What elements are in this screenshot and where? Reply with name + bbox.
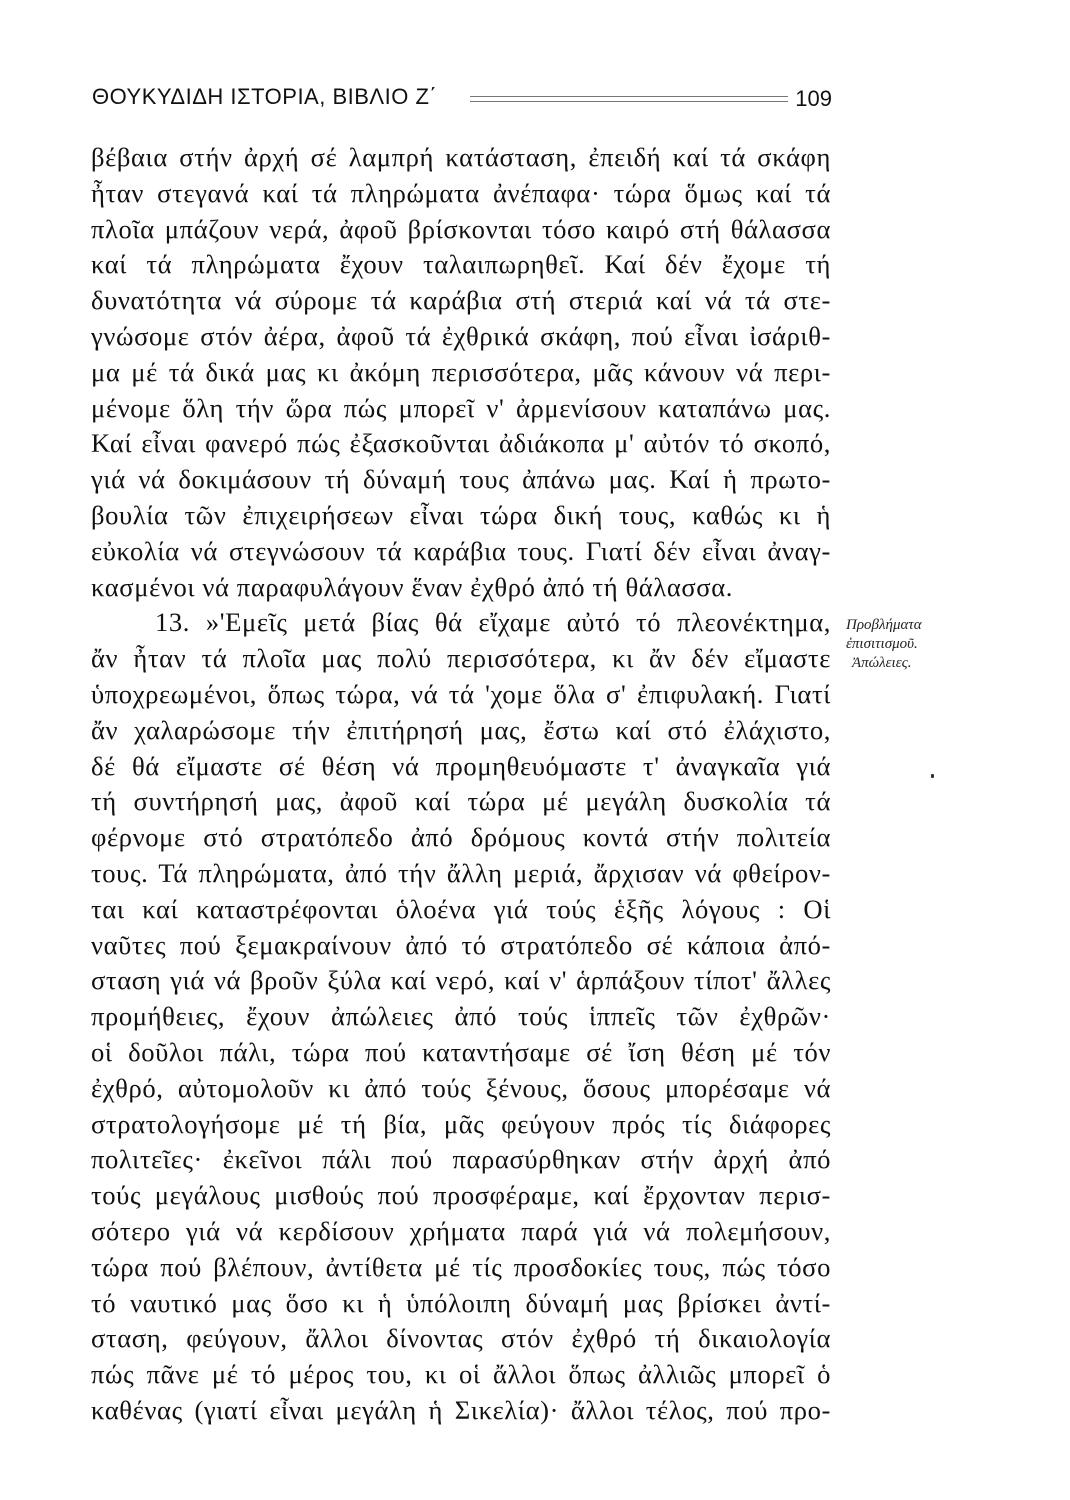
text-line: κασμένοι νά παραφυλάγουν ἕναν ἐχθρό ἀπό τή θάλασσα. xyxy=(91,571,734,602)
text-line: πλοῖα μπάζουν νερά, ἀφοῦ βρίσκονται τόσο καιρό στή θάλασσα xyxy=(91,213,831,244)
text-line: τους. Τά πληρώματα, ἀπό τήν ἄλλη μεριά, ἄρχισαν νά φθείρον- xyxy=(91,857,831,888)
text-line: σταση, φεύγουν, ἄλλοι δίνοντας στόν ἐχθρό τή δικαιολογία xyxy=(91,1323,831,1354)
margin-note xyxy=(846,616,996,673)
body-text xyxy=(91,140,831,1429)
text-line: ὑποχρεωμένοι, ὅπως τώρα, νά τά 'χομε ὅλα σ' ἐπιφυλακή. Γιατί xyxy=(91,678,831,709)
margin-note-line: ἐπισιτισμοῦ. xyxy=(846,636,918,652)
text-line: ἦταν στεγανά καί τά πληρώματα ἀνέπαφα· τώρα ὅμως καί τά xyxy=(91,177,831,208)
text-line: οἱ δοῦλοι πάλι, τώρα πού καταντήσαμε σέ ἴση θέση μέ τόν xyxy=(91,1036,831,1067)
text-line: πολιτεῖες· ἐκεῖνοι πάλι πού παρασύρθηκαν στήν ἀρχή ἀπό xyxy=(91,1144,831,1175)
text-line: γιά νά δοκιμάσουν τή δύναμή τους ἀπάνω μας. Καί ἡ πρωτο- xyxy=(91,464,831,495)
text-line: βέβαια στήν ἀρχή σέ λαμπρή κατάσταση, ἐπειδή καί τά σκάφη xyxy=(91,142,831,172)
text-line: μα μέ τά δικά μας κι ἀκόμη περισσότερα, μᾶς κάνουν νά περι- xyxy=(91,356,831,387)
text-line: δέ θά εἴμαστε σέ θέση νά προμηθευόμαστε τ' ἀναγκαῖα γιά xyxy=(91,750,831,781)
page-number: 109 xyxy=(795,86,832,111)
text-line: τό ναυτικό μας ὅσο κι ἡ ὑπόλοιπη δύναμή μας βρίσκει ἀντί- xyxy=(91,1287,831,1318)
text-line: προμήθειες, ἔχουν ἀπώλειες ἀπό τούς ἱππεῖς τῶν ἐχθρῶν· xyxy=(91,1001,831,1032)
text-line: ἄν ἦταν τά πλοῖα μας πολύ περισσότερα, κι ἄν δέν εἴμαστε xyxy=(91,643,831,674)
text-line: τώρα πού βλέπουν, ἀντίθετα μέ τίς προσδοκίες τους, πώς τόσο xyxy=(91,1251,831,1282)
text-line: τή συντήρησή μας, ἀφοῦ καί τώρα μέ μεγάλη δυσκολία τά xyxy=(91,786,831,817)
page-header xyxy=(92,84,832,114)
text-line: μένομε ὅλη τήν ὥρα πώς μπορεῖ ν' ἀρμενίσουν καταπάνω μας. xyxy=(91,392,831,423)
text-line: ἄν χαλαρώσομε τήν ἐπιτήρησή μας, ἔστω καί στό ἐλάχιστο, xyxy=(91,714,831,745)
text-line: ται καί καταστρέφονται ὁλοένα γιά τούς ἑξῆς λόγους : Οἱ xyxy=(91,893,831,924)
text-line: δυνατότητα νά σύρομε τά καράβια στή στεριά καί νά τά στε- xyxy=(91,285,831,316)
text-line: φέρνομε στό στρατόπεδο ἀπό δρόμους κοντά στήν πολιτεία xyxy=(91,822,831,853)
ink-speck xyxy=(931,774,934,778)
text-line: Καί εἶναι φανερό πώς ἐξασκοῦνται ἀδιάκοπα μ' αὐτόν τό σκοπό, xyxy=(91,428,831,459)
text-line: βουλία τῶν ἐπιχειρήσεων εἶναι τώρα δική τους, καθώς κι ἡ xyxy=(91,499,831,530)
text-line: στρατολογήσομε μέ τή βία, μᾶς φεύγουν πρός τίς διάφορες xyxy=(91,1108,831,1139)
header-rule xyxy=(470,96,788,102)
chapter-13-start-line: 13. »'Εμεῖς μετά βίας θά εἴχαμε αὐτό τό πλεονέκτημα, xyxy=(155,607,831,638)
margin-note-line: Προβλήματα xyxy=(846,617,922,633)
text-line: ναῦτες πού ξεμακραίνουν ἀπό τό στρατόπεδο σέ κάποια ἀπό- xyxy=(91,929,831,960)
running-head: ΘΟΥΚΥΔΙΔΗ ΙΣΤΟΡΙΑ, ΒΙΒΛΙΟ Ζ΄ xyxy=(92,84,438,109)
text-line: ἐχθρό, αὐτομολοῦν κι ἀπό τούς ξένους, ὅσους μπορέσαμε νά xyxy=(91,1072,831,1103)
margin-note-line: Ἀπώλειες. xyxy=(852,655,912,671)
text-line: καθένας (γιατί εἶναι μεγάλη ἡ Σικελία)· ἄλλοι τέλος, πού προ- xyxy=(91,1394,831,1425)
text-line: γνώσομε στόν ἀέρα, ἀφοῦ τά ἐχθρικά σκάφη, πού εἶναι ἰσάριθ- xyxy=(91,320,831,351)
text-line: πώς πᾶνε μέ τό μέρος του, κι οἱ ἄλλοι ὅπως ἀλλιῶς μπορεῖ ὁ xyxy=(91,1359,831,1390)
text-line: τούς μεγάλους μισθούς πού προσφέραμε, καί ἔρχονταν περισ- xyxy=(91,1180,831,1211)
text-line: εὐκολία νά στεγνώσουν τά καράβια τους. Γιατί δέν εἶναι ἀναγ- xyxy=(91,535,831,566)
text-line: σότερο γιά νά κερδίσουν χρήματα παρά γιά νά πολεμήσουν, xyxy=(91,1215,831,1246)
text-line: καί τά πληρώματα ἔχουν ταλαιπωρηθεῖ. Καί δέν ἔχομε τή xyxy=(91,249,831,280)
text-line: σταση γιά νά βροῦν ξύλα καί νερό, καί ν' ἁρπάξουν τίποτ' ἄλλες xyxy=(91,965,831,996)
